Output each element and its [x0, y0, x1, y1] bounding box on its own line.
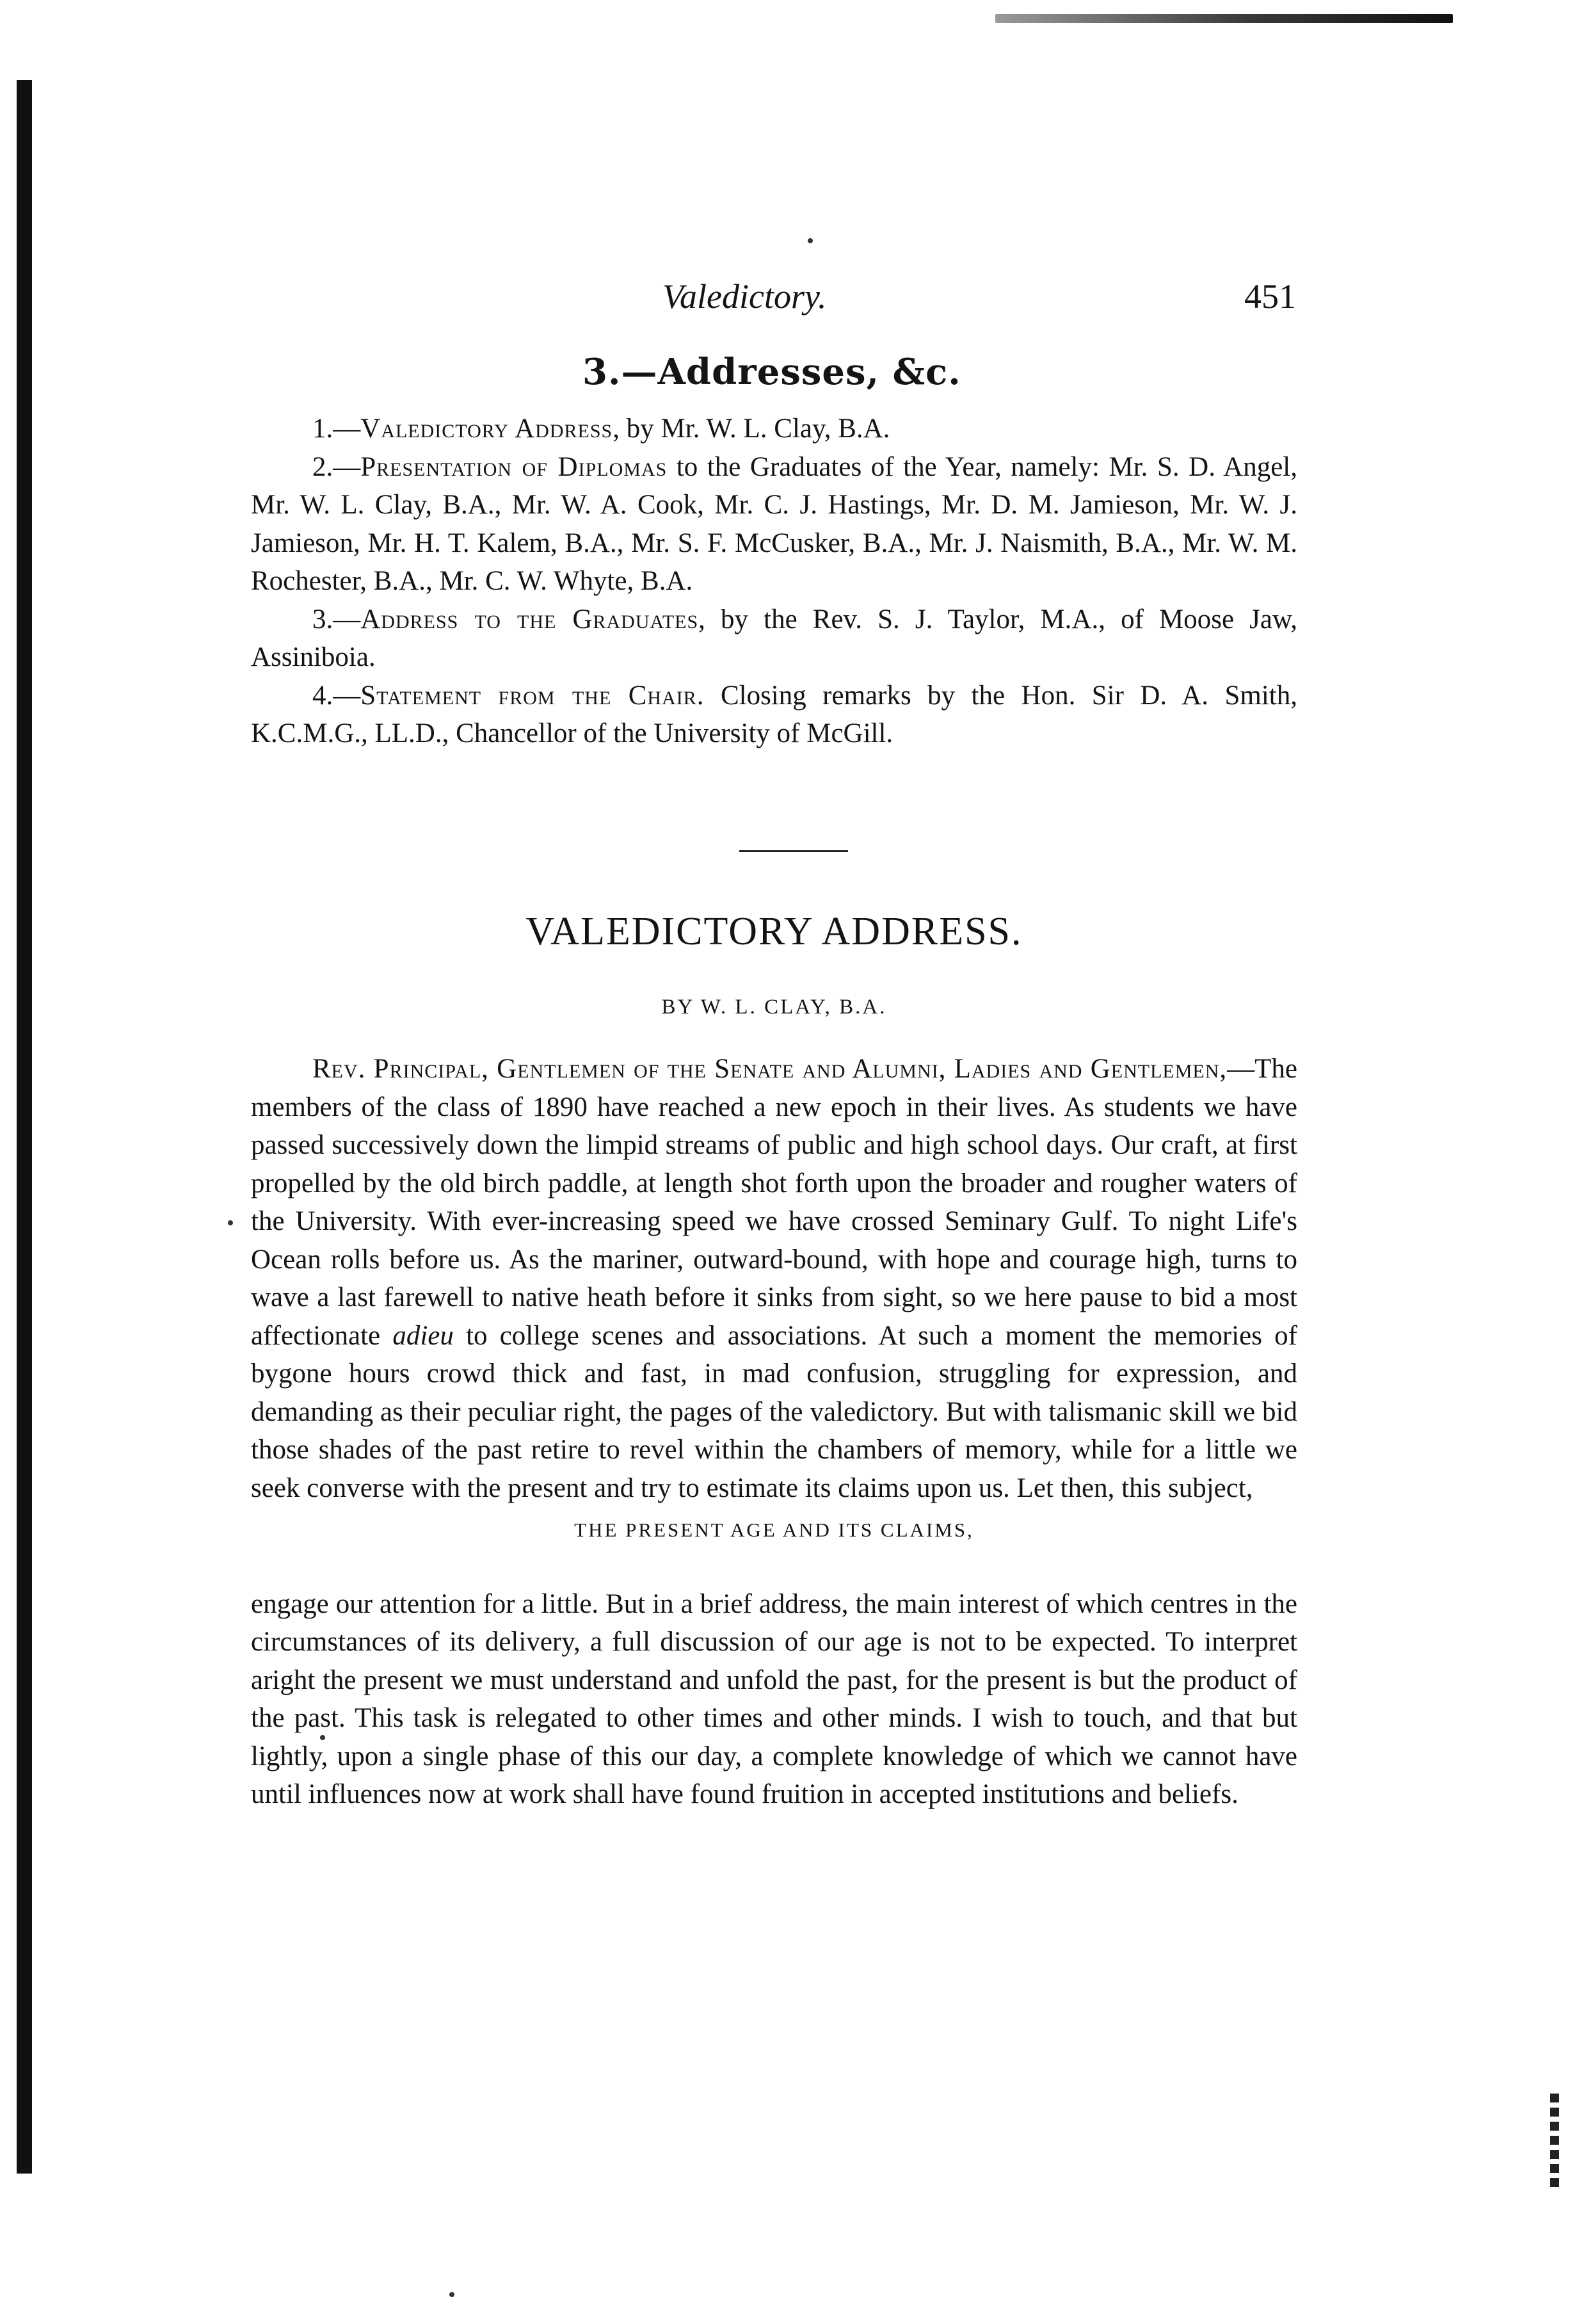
scan-speck: [808, 238, 813, 243]
item-number: 4.—: [312, 680, 361, 711]
item-title: Address to the Graduates: [360, 604, 699, 634]
programme-item: [251, 677, 1297, 753]
paragraph: engage our attention for a little. But in a brief address, the main interest of which centres in the circumstances of its delivery, a full discussion of our age is not to be expected. To interpret aright the present we must understand and unfold the past, for the present is but the product of the past. This task is relegated to other times and other minds. I wish to touch, and that but lightly, upon a single phase of this our day, a complete knowledge of which we cannot have until influences now at work shall have found fruition in accepted institutions and beliefs.: [251, 1588, 1297, 1809]
item-title: Statement from the Chair.: [360, 680, 705, 711]
item-number: 2.—: [312, 451, 361, 482]
programme-item: [251, 448, 1297, 601]
scan-right-marks: [1550, 2094, 1559, 2190]
programme-item: [251, 410, 1297, 448]
address-title: VALEDICTORY ADDRESS.: [525, 910, 1023, 953]
scan-top-rule: [995, 14, 1453, 23]
item-text: , by the Rev. S. J. Taylor, M.A., of Moose Jaw, Assiniboia.: [251, 604, 1297, 672]
item-text: to the Graduates of the Year, namely: Mr. S. D. Angel, Mr. W. L. Clay, B.A., Mr. W. A. Cook, Mr. C. J. Hastings, Mr. D. M. Jamieson, Mr. W. J. Jamieson, Mr. H. T. Kalem, B.A., Mr. S. F. McCusker, B.A., Mr. J. Naismith, B.A., Mr. W. M. Rochester, B.A., Mr. C. W. Whyte, B.A.: [251, 451, 1297, 596]
page-number: 451: [1244, 277, 1296, 316]
section-divider: [739, 850, 848, 852]
italic-word: adieu: [392, 1320, 454, 1351]
paragraph-text: to college scenes and associations. At such a moment the memories of bygone hours crowd thick and fast, in mad confusion, struggling for expression, and demanding as their peculiar right, the pages of the valedictory. But with talismanic skill we bid those shades of the past retire to revel within the chambers of memory, while for a little we seek converse with the present and try to estimate its claims upon us. Let then, this subject,: [251, 1320, 1297, 1503]
salutation: Rev. Principal, Gentlemen of the Senate and Alumni, Ladies and Gentlemen,: [312, 1054, 1228, 1084]
subheading: THE PRESENT AGE AND ITS CLAIMS,: [574, 1519, 974, 1541]
item-number: 1.—: [312, 414, 361, 444]
address-byline: BY W. L. CLAY, B.A.: [661, 996, 887, 1019]
scan-binding-edge: [17, 80, 32, 2174]
item-title: Valedictory Address: [360, 414, 613, 444]
item-text: Closing remarks by the Hon. Sir D. A. Smith, K.C.M.G., LL.D., Chancellor of the University of McGill.: [251, 680, 1297, 748]
item-number: 3.—: [312, 604, 361, 634]
item-text: , by Mr. W. L. Clay, B.A.: [613, 414, 890, 444]
paragraph: [251, 1050, 1297, 1507]
address-body: [251, 1050, 1297, 1814]
scan-speck: [228, 1220, 233, 1225]
item-title: Presentation of Diplomas: [360, 451, 668, 482]
programme-item: [251, 601, 1297, 677]
page-header: [662, 277, 1296, 328]
section-heading: 3.—Addresses, &c.: [582, 351, 961, 393]
paragraph-text: —The members of the class of 1890 have reached a new epoch in their lives. As students we have passed successively down the limpid streams of public and high school days. Our craft, at first propelled by the old birch paddle, at length shot forth upon the broader and rougher waters of the University. With ever-increasing speed we have crossed Seminary Gulf. To night Life's Ocean rolls before us. As the mariner, outward-bound, with hope and courage high, turns to wave a last farewell to native heath before it sinks from sight, so we here pause to bid a most affectionate: [251, 1054, 1297, 1351]
scan-speck: [449, 2292, 454, 2297]
programme-list: [251, 410, 1297, 753]
running-head: Valedictory.: [662, 277, 827, 316]
